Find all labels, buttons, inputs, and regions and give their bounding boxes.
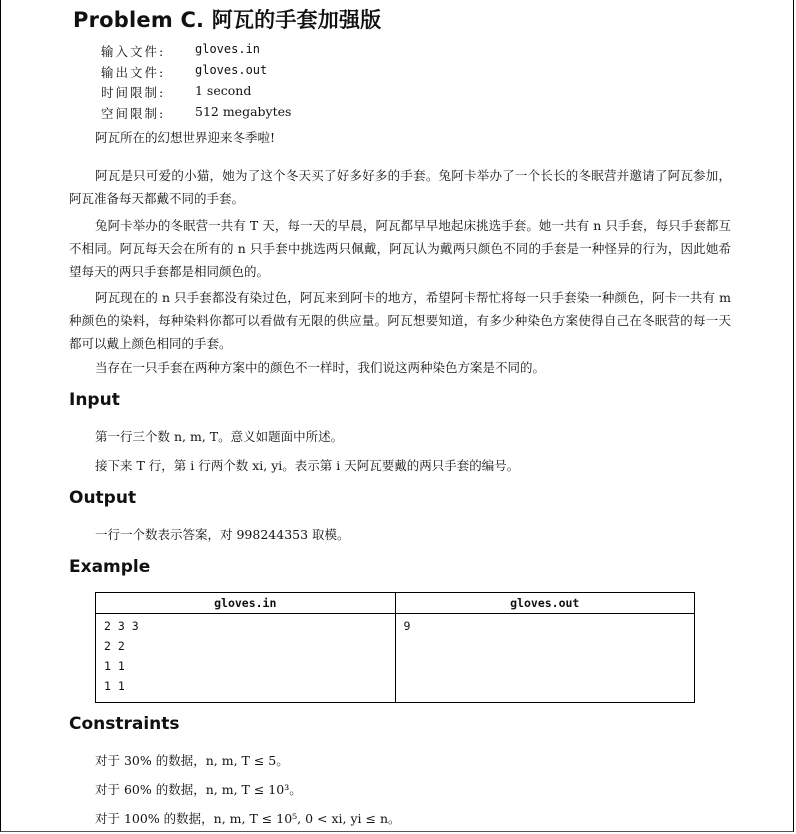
constraint-line: 对于 100% 的数据，n, m, T ≤ 10⁵, 0 < xi, yi ≤ n。 (95, 811, 401, 826)
meta-value: 1 second (195, 83, 252, 98)
meta-row-time-limit (101, 83, 291, 104)
example-output-line: 9 (403, 619, 411, 633)
meta-row-input-file (101, 42, 291, 63)
example-input-header: gloves.in (96, 593, 396, 614)
input-line: 第一行三个数 n, m, T。意义如题面中所述。 (95, 429, 344, 444)
statement-paragraph: 当存在一只手套在两种方案中的颜色不一样时，我们说这两种染色方案是不同的。 (95, 360, 546, 375)
meta-row-memory-limit (101, 104, 291, 125)
problem-meta (101, 42, 291, 124)
constraint-line: 对于 30% 的数据，n, m, T ≤ 5。 (95, 753, 289, 768)
output-heading: Output (69, 488, 137, 508)
meta-key: 空间限制: (101, 105, 166, 121)
statement-paragraph: 兔阿卡举办的冬眠营一共有 T 天，每一天的早晨，阿瓦都早早地起床挑选手套。她一共有 n 只手套，每只手套都互不相同。阿瓦每天会在所有的 n 只手套中挑选两只佩戴，阿瓦认为戴两只颜色不同的手套是一种怪异的行为，因此她希望每天的两只手套都是相同颜色的。 (69, 218, 731, 279)
meta-row-output-file (101, 63, 291, 84)
statement-paragraph: 阿瓦现在的 n 只手套都没有染过色，阿瓦来到阿卡的地方，希望阿卡帮忙将每一只手套染一种颜色，阿卡一共有 m 种颜色的染料，每种染料你都可以看做有无限的供应量。阿瓦想要知道，有多少种染色方案使得自己在冬眠营的每一天都可以戴上颜色相同的手套。 (69, 290, 731, 351)
example-input-line: 2 3 3 (104, 619, 139, 633)
statement-paragraph: 阿瓦是只可爱的小猫，她为了这个冬天买了好多好多的手套。兔阿卡举办了一个长长的冬眠营并邀请了阿瓦参加，阿瓦准备每天都戴不同的手套。 (69, 168, 731, 206)
input-line: 接下来 T 行，第 i 行两个数 xi, yi。表示第 i 天阿瓦要戴的两只手套的编号。 (95, 458, 520, 473)
example-output-header: gloves.out (395, 593, 695, 614)
input-heading: Input (69, 390, 120, 410)
example-input-cell (96, 614, 396, 703)
meta-key: 输出文件: (101, 64, 166, 80)
example-input-line: 1 1 (104, 659, 125, 673)
problem-title: Problem C. 阿瓦的手套加强版 (73, 8, 382, 32)
statement-paragraph: 阿瓦所在的幻想世界迎来冬季啦! (95, 130, 276, 145)
meta-value: gloves.in (195, 42, 261, 56)
example-heading: Example (69, 557, 151, 577)
meta-key: 时间限制: (101, 85, 166, 100)
example-output-cell (395, 614, 695, 703)
example-input-line: 1 1 (104, 679, 125, 693)
example-table (95, 592, 695, 703)
meta-value: 512 megabytes (195, 103, 292, 119)
meta-key: 输入文件: (101, 44, 166, 59)
constraint-line: 对于 60% 的数据，n, m, T ≤ 10³。 (95, 782, 302, 797)
example-input-line: 2 2 (104, 639, 125, 653)
meta-value: gloves.out (195, 62, 268, 77)
constraints-heading: Constraints (69, 714, 180, 734)
output-line: 一行一个数表示答案，对 998244353 取模。 (95, 527, 350, 542)
